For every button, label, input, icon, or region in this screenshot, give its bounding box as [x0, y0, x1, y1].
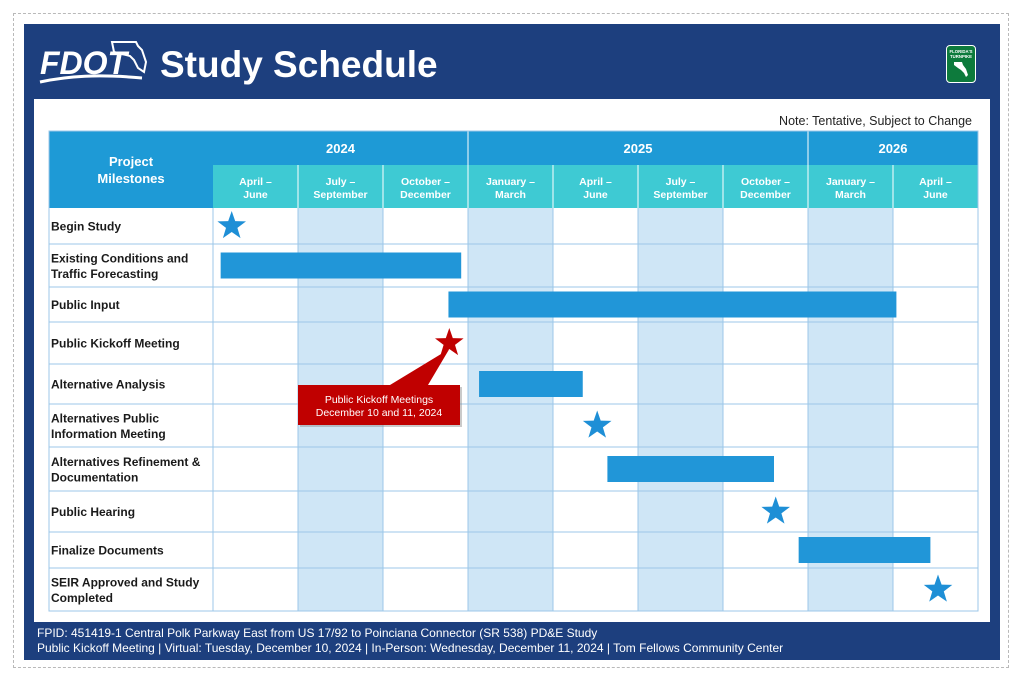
callout-text: Public Kickoff Meetings [324, 394, 434, 406]
quarter-label: December [740, 189, 791, 201]
task-bar [448, 292, 896, 318]
logo-text: FDOT [40, 45, 128, 81]
milestone-star-icon [924, 575, 953, 602]
kickoff-star-icon [435, 328, 464, 355]
task-label: Public Hearing [51, 505, 136, 519]
page-title: Study Schedule [160, 44, 438, 85]
quarter-label: April – [919, 176, 952, 188]
task-bar [221, 253, 462, 279]
quarter-label: April – [579, 176, 612, 188]
task-label: Alternatives Refinement & [51, 454, 201, 469]
tentative-note: Note: Tentative, Subject to Change [779, 114, 972, 128]
task-label: Public Input [51, 298, 120, 312]
milestone-star-icon [217, 211, 246, 238]
quarter-label: June [583, 189, 608, 201]
shaded-column [468, 208, 553, 611]
quarter-label: December [400, 189, 451, 201]
shaded-column [638, 208, 723, 611]
task-label: Existing Conditions and [51, 251, 189, 266]
badge-line1: FLORIDA'S [949, 49, 973, 54]
quarter-label: January – [485, 176, 536, 188]
task-bar [799, 537, 931, 563]
quarter-label: July – [325, 176, 356, 188]
task-label: Alternative Analysis [51, 377, 166, 392]
task-label: Completed [51, 590, 114, 605]
milestone-star-icon [583, 411, 612, 438]
callout-text: December 10 and 11, 2024 [315, 407, 443, 419]
year-label: 2024 [326, 141, 355, 156]
task-label: SEIR Approved and Study [51, 575, 200, 590]
quarter-label: September [653, 189, 708, 201]
quarter-label: September [313, 189, 368, 201]
task-label: Begin Study [51, 219, 122, 234]
task-bar [479, 371, 583, 397]
task-label: Finalize Documents [51, 543, 164, 558]
quarter-label: October – [740, 176, 791, 188]
year-label: 2025 [623, 141, 653, 156]
task-label: Public Kickoff Meeting [51, 336, 180, 351]
task-bar [607, 456, 774, 482]
milestones-header-cell [49, 131, 213, 208]
row-header-label: Milestones [97, 171, 165, 186]
quarter-label: October – [400, 176, 451, 188]
task-label: Information Meeting [51, 426, 166, 441]
task-label: Traffic Forecasting [51, 266, 159, 281]
milestone-star-icon [761, 497, 790, 524]
quarter-label: April – [239, 176, 272, 188]
quarter-label: March [495, 189, 526, 201]
task-label: Alternatives Public [51, 411, 160, 426]
quarter-label: June [923, 189, 948, 201]
quarter-label: March [835, 189, 866, 201]
badge-line2: TURNPIKE [950, 54, 972, 59]
row-header-label: Project [108, 154, 154, 169]
task-label: Documentation [51, 470, 139, 485]
footer-meeting-info: Public Kickoff Meeting | Virtual: Tuesday, December 10, 2024 | In-Person: Wednesday, December 11, 2024 | Tom Fellows Community Center [37, 641, 784, 655]
year-label: 2026 [878, 141, 908, 156]
quarter-label: June [243, 189, 268, 201]
footer-project-id: FPID: 451419-1 Central Polk Parkway East from US 17/92 to Poinciana Connector (SR 538) PD&E Study [37, 626, 598, 640]
quarter-label: January – [825, 176, 876, 188]
quarter-label: July – [665, 176, 696, 188]
